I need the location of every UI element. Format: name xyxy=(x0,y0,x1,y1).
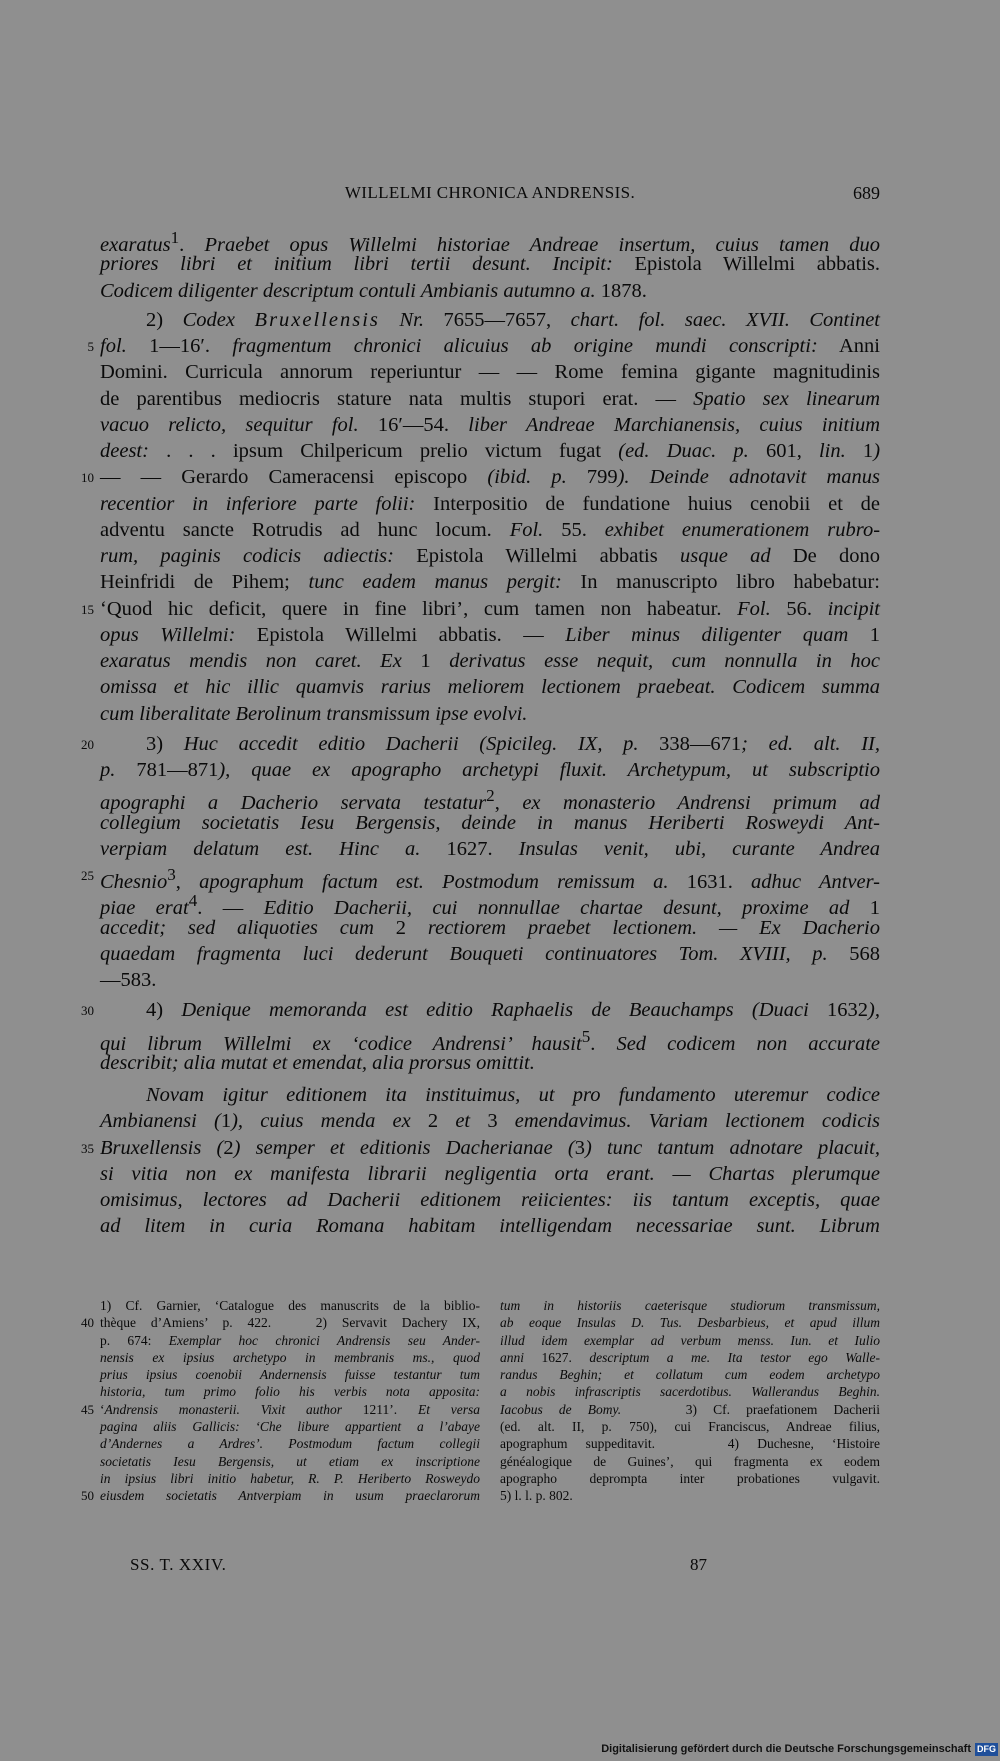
body-text-line-text: priores libri et initium libri tertii desunt. Incipit: Epistola Willelmi abbatis. xyxy=(100,253,881,276)
body-text-line xyxy=(100,1213,880,1239)
credit-text: Digitalisierung gefördert durch die Deutsche Forschungsgemeinschaft xyxy=(601,1743,971,1755)
footnote-line-text: prius ipsius coenobii Andernensis fuisse testantur tum xyxy=(100,1367,480,1383)
page-number: 689 xyxy=(853,183,880,203)
footnote-line xyxy=(100,1470,480,1487)
body-text-line xyxy=(81,731,880,757)
body-text-line xyxy=(100,1024,881,1055)
footnote-line-text: (ed. alt. II, p. 750), cui Franciscus, Andreae filius, xyxy=(500,1419,880,1435)
line-number: 50 xyxy=(81,1488,94,1504)
footnote-line xyxy=(500,1349,880,1366)
body-text-line-text: fol. 1—16′. fragmentum chronici alicuius ab origine mundi conscripti: Anni xyxy=(100,335,880,357)
footnote-line-text: pagina aliis Gallicis: ‘Che libure appartient a l’abaye xyxy=(100,1419,480,1435)
body-text-line xyxy=(100,543,880,569)
body-text-line-text: verpiam delatum est. Hinc a. 1627. Insulas venit, ubi, curante Andrea xyxy=(100,837,881,860)
body-text-line-text: rum, paginis codicis adiectis: Epistola Willelmi abbatis usque ad De dono xyxy=(100,545,881,567)
footnote-line-text: randus Beghin; et collatum cum eodem archetypo xyxy=(500,1367,880,1383)
line-number: 35 xyxy=(81,1140,94,1156)
footnote-line xyxy=(500,1366,880,1383)
body-text-line xyxy=(100,622,880,648)
footnote-line xyxy=(100,1383,480,1400)
body-text-line-text: ad litem in curia Romana habitam intelligendam necessariae sunt. Librum xyxy=(100,1215,880,1238)
footnote-line-text: tum in historiis caeterisque studiorum transmissum, xyxy=(500,1298,880,1313)
body-text-line xyxy=(100,648,880,674)
running-header xyxy=(100,183,880,209)
body-text-line xyxy=(100,941,880,967)
footnote-line xyxy=(100,1366,480,1383)
body-text-line-text: opus Willelmi: Epistola Willelmi abbatis. — Liber minus diligenter quam 1 xyxy=(100,623,880,646)
footnotes-left-column xyxy=(81,1297,480,1505)
footnote-line-text: ab eoque Insulas D. Tus. Desbarbieus, et apud illum xyxy=(500,1315,880,1331)
line-number: 25 xyxy=(81,868,94,883)
body-text-line-text: Chesnio$^3$, apographum factum est. Postmodum remissum a. 1631. adhuc Antver- xyxy=(100,865,881,893)
footnote-line xyxy=(500,1297,880,1314)
line-number: 5 xyxy=(87,339,94,354)
dfg-logo-icon: DFG xyxy=(977,1743,996,1754)
body-text-line-text: p. 781—871), quae ex apographo archetypi fluxit. Archetypum, ut subscriptio xyxy=(100,759,881,781)
line-number: 20 xyxy=(81,736,94,752)
footnote-line-text: nensis ex ipsius archetypo in membranis ms., quod xyxy=(100,1349,480,1365)
footnote-line-text: societatis Iesu Bergensis, ut etiam ex inscriptione xyxy=(100,1453,480,1469)
body-text-line xyxy=(81,862,881,893)
body-text-line xyxy=(100,1082,880,1108)
body-text-line xyxy=(100,1108,880,1134)
body-text-line xyxy=(100,810,880,836)
body-text-line xyxy=(100,1050,880,1076)
body-text-line xyxy=(100,757,880,783)
body-text-line-text: Domini. Curricula annorum reperiuntur — — Rome femina gigante magnitudinis xyxy=(100,361,880,384)
body-text-line xyxy=(81,997,880,1023)
footnote-line xyxy=(500,1453,880,1470)
body-text-line-text: 3) Huc accedit editio Dacherii (Spicileg. IX, p. 338—671; ed. alt. II, xyxy=(146,732,880,755)
sheet-number: 87 xyxy=(690,1555,707,1574)
body-text-line-text: collegium societatis Iesu Bergensis, deinde in manus Heriberti Rosweydi Ant- xyxy=(100,811,880,834)
body-text-line xyxy=(100,967,880,993)
footnote-line xyxy=(100,1435,480,1452)
body-text-line-text: piae erat$^4$. — Editio Dacherii, cui nonnullae chartae desunt, proxime ad 1 xyxy=(100,891,881,920)
body-text-line-text: exaratus$^1$. Praebet opus Willelmi historiae Andreae insertum, cuius tamen duo xyxy=(100,228,881,256)
footnote-line-text: d’Andernes a Ardres’. Postmodum factum collegii xyxy=(100,1436,480,1452)
footnote-line xyxy=(500,1435,880,1452)
body-text-line-text: Novam igitur editionem ita instituimus, ut pro fundamento uteremur codice xyxy=(146,1084,880,1106)
body-text-line xyxy=(100,412,880,438)
line-number: 15 xyxy=(81,601,94,617)
body-text-line-text: — — Gerardo Cameracensi episcopo (ibid. p. 799). Deinde adnotavit manus xyxy=(100,466,881,489)
body-text-line xyxy=(100,386,880,412)
footnote-line xyxy=(81,1487,480,1504)
footnote-line-text: historia, tum primo folio his verbis nota apposita: xyxy=(100,1384,480,1400)
body-text-line xyxy=(100,225,881,256)
body-text-line xyxy=(100,836,880,862)
body-text-line-text: accedit; sed aliquoties cum 2 rectiorem praebet lectionem. — Ex Dacherio xyxy=(100,916,880,939)
page-footer xyxy=(100,1555,880,1577)
digitization-credit xyxy=(601,1741,998,1757)
body-text-line-text: deest: . . . ipsum Chilpericum prelio victum fugat (ed. Duac. p. 601, lin. 1) xyxy=(100,440,881,462)
footnote-line-text: généalogique de Guines’, qui fragmenta ex eodem xyxy=(500,1453,880,1469)
body-text-line-text: exaratus mendis non caret. Ex 1 derivatus esse nequit, cum nonnulla in hoc xyxy=(100,650,881,672)
body-text-line xyxy=(100,278,880,304)
footnote-line-text: p. 674: Exemplar hoc chronici Andrensis seu Ander- xyxy=(100,1332,480,1348)
body-text-line-text: omissa et hic illic quamvis rarius meliorem lectionem praebeat. Codicem summa xyxy=(100,676,880,699)
body-text-line-text: Codicem diligenter descriptum contuli Ambianis autumno a. 1878. xyxy=(100,279,647,302)
footnote-line-text: 5) l. l. p. 802. xyxy=(500,1488,573,1504)
body-text-line-text: qui librum Willelmi ex ‘codice Andrensi’ hausit$^5$. Sed codicem non accurate xyxy=(100,1026,881,1055)
body-text-line xyxy=(81,464,881,490)
footnote-line-text: in ipsius libri initio habetur, R. P. Heriberto Rosweydo xyxy=(100,1470,480,1486)
footnote-line-text: 1) Cf. Garnier, ‘Catalogue des manuscrits de la biblio- xyxy=(100,1298,480,1313)
body-text-line xyxy=(100,701,880,727)
body-text-line-text: de parentibus mediocris stature nata multis stupori erat. — Spatio sex linearum xyxy=(100,387,880,410)
body-text-line xyxy=(100,569,880,595)
footnote-line-text: thèque d’Amiens’ p. 422. 2) Servavit Dachery IX, xyxy=(100,1315,480,1331)
footnote-line xyxy=(500,1487,880,1504)
body-text-line-text: Heinfridi de Pihem; tunc eadem manus pergit: In manuscripto libro habebatur: xyxy=(100,571,880,594)
body-text-line xyxy=(100,674,880,700)
footnote-line-text: apographo deprompta inter probationes vulgavit. xyxy=(500,1470,880,1486)
footnote-line xyxy=(100,1332,480,1349)
footnote-line-text: apographum suppeditavit. 4) Duchesne, ‘Histoire xyxy=(500,1436,880,1452)
body-text-line-text: ‘Quod hic deficit, quere in fine libri’, cum tamen non habeatur. Fol. 56. incipit xyxy=(100,597,880,620)
body-text-line-text: Ambianensi (1), cuius menda ex 2 et 3 emendavimus. Variam lectionem codicis xyxy=(100,1110,880,1133)
footnote-line xyxy=(100,1418,480,1435)
body-text-line-text: describit; alia mutat et emendat, alia prorsus omittit. xyxy=(100,1051,535,1074)
body-text-line xyxy=(100,491,880,517)
body-text-line xyxy=(81,1135,880,1161)
footnote-line xyxy=(500,1418,880,1435)
footnote-line-text: ‘Andrensis monasterii. Vixit author 1211’. Et versa xyxy=(100,1401,480,1417)
footnote-line xyxy=(500,1383,880,1400)
body-text-line-text: recentior in inferiore parte folii: Interpositio de fundatione huius cenobii et de xyxy=(100,492,880,515)
footnote-line-text: a nobis infrascriptis sacerdotibus. Wallerandus Beghin. xyxy=(500,1384,880,1400)
body-text-line-text: 4) Denique memoranda est editio Raphaelis de Beauchamps (Duaci 1632), xyxy=(146,999,880,1022)
main-text xyxy=(81,225,881,1240)
body-text-line xyxy=(87,333,880,359)
body-text-line-text: omisimus, lectores ad Dacherii editionem reiicientes: iis tantum exceptis, quae xyxy=(100,1189,880,1211)
running-title: WILLELMI CHRONICA ANDRENSIS. xyxy=(344,183,636,202)
footnote-line xyxy=(100,1453,480,1470)
body-text-line xyxy=(100,359,880,385)
body-text-line xyxy=(100,307,880,333)
footnote-line xyxy=(500,1314,880,1331)
footnote-line xyxy=(81,1314,480,1331)
body-text-line-text: adventu sancte Rotrudis ad hunc locum. Fol. 55. exhibet enumerationem rubro- xyxy=(100,518,881,541)
body-text-line xyxy=(81,596,880,622)
body-text-line-text: Bruxellensis (2) semper et editionis Dacherianae (3) tunc tantum adnotare placuit, xyxy=(100,1136,880,1159)
footnote-line xyxy=(100,1349,480,1366)
footnote-line xyxy=(500,1401,880,1418)
footnote-line-text: illud idem exemplar ad verbum menss. Iun. et Iulio xyxy=(500,1332,880,1348)
body-text-line xyxy=(100,783,880,815)
body-text-line-text: apographi a Dacherio servata testatur$^2$, ex monasterio Andrensi primum ad xyxy=(100,786,880,815)
footnote-line-text: anni 1627. descriptum a me. Ita testor ego Walle- xyxy=(500,1349,881,1365)
footnote-line xyxy=(81,1401,480,1418)
body-text-line xyxy=(100,251,880,277)
body-text-line-text: 2) Codex Bruxellensis Nr. 7655—7657, chart. fol. saec. XVII. Continet xyxy=(146,308,880,331)
line-number: 45 xyxy=(81,1401,94,1417)
body-text-line xyxy=(100,1161,880,1187)
footnotes-right-column xyxy=(500,1297,880,1505)
footnote-line-text: Iacobus de Bomy. 3) Cf. praefationem Dacherii xyxy=(500,1401,880,1417)
footnote-line-text: eiusdem societatis Antverpiam in usum praeclarorum xyxy=(100,1488,480,1504)
line-number: 10 xyxy=(81,470,94,486)
footnote-line xyxy=(500,1332,880,1349)
body-text-line-text: vacuo relicto, sequitur fol. 16′—54. liber Andreae Marchianensis, cuius initium xyxy=(100,413,881,436)
volume-signature: SS. T. XXIV. xyxy=(130,1555,227,1574)
footnote-line xyxy=(500,1470,880,1487)
line-number: 40 xyxy=(81,1315,94,1331)
body-text-line xyxy=(100,888,881,920)
body-text-line xyxy=(100,517,880,543)
body-text-line xyxy=(100,438,880,464)
body-text-line-text: quaedam fragmenta luci dederunt Bouqueti continuatores Tom. XVIII, p. 568 xyxy=(100,942,880,965)
body-text-line-text: —583. xyxy=(100,969,157,991)
body-text-line-text: si vitia non ex manifesta librarii negligentia orta erant. — Chartas plerumque xyxy=(100,1162,880,1185)
line-number: 30 xyxy=(81,1003,94,1019)
footnote-line xyxy=(100,1297,480,1314)
body-text-line xyxy=(100,915,880,941)
body-text-line-text: cum liberalitate Berolinum transmissum ipse evolvi. xyxy=(100,702,528,725)
body-text-line xyxy=(100,1187,880,1213)
